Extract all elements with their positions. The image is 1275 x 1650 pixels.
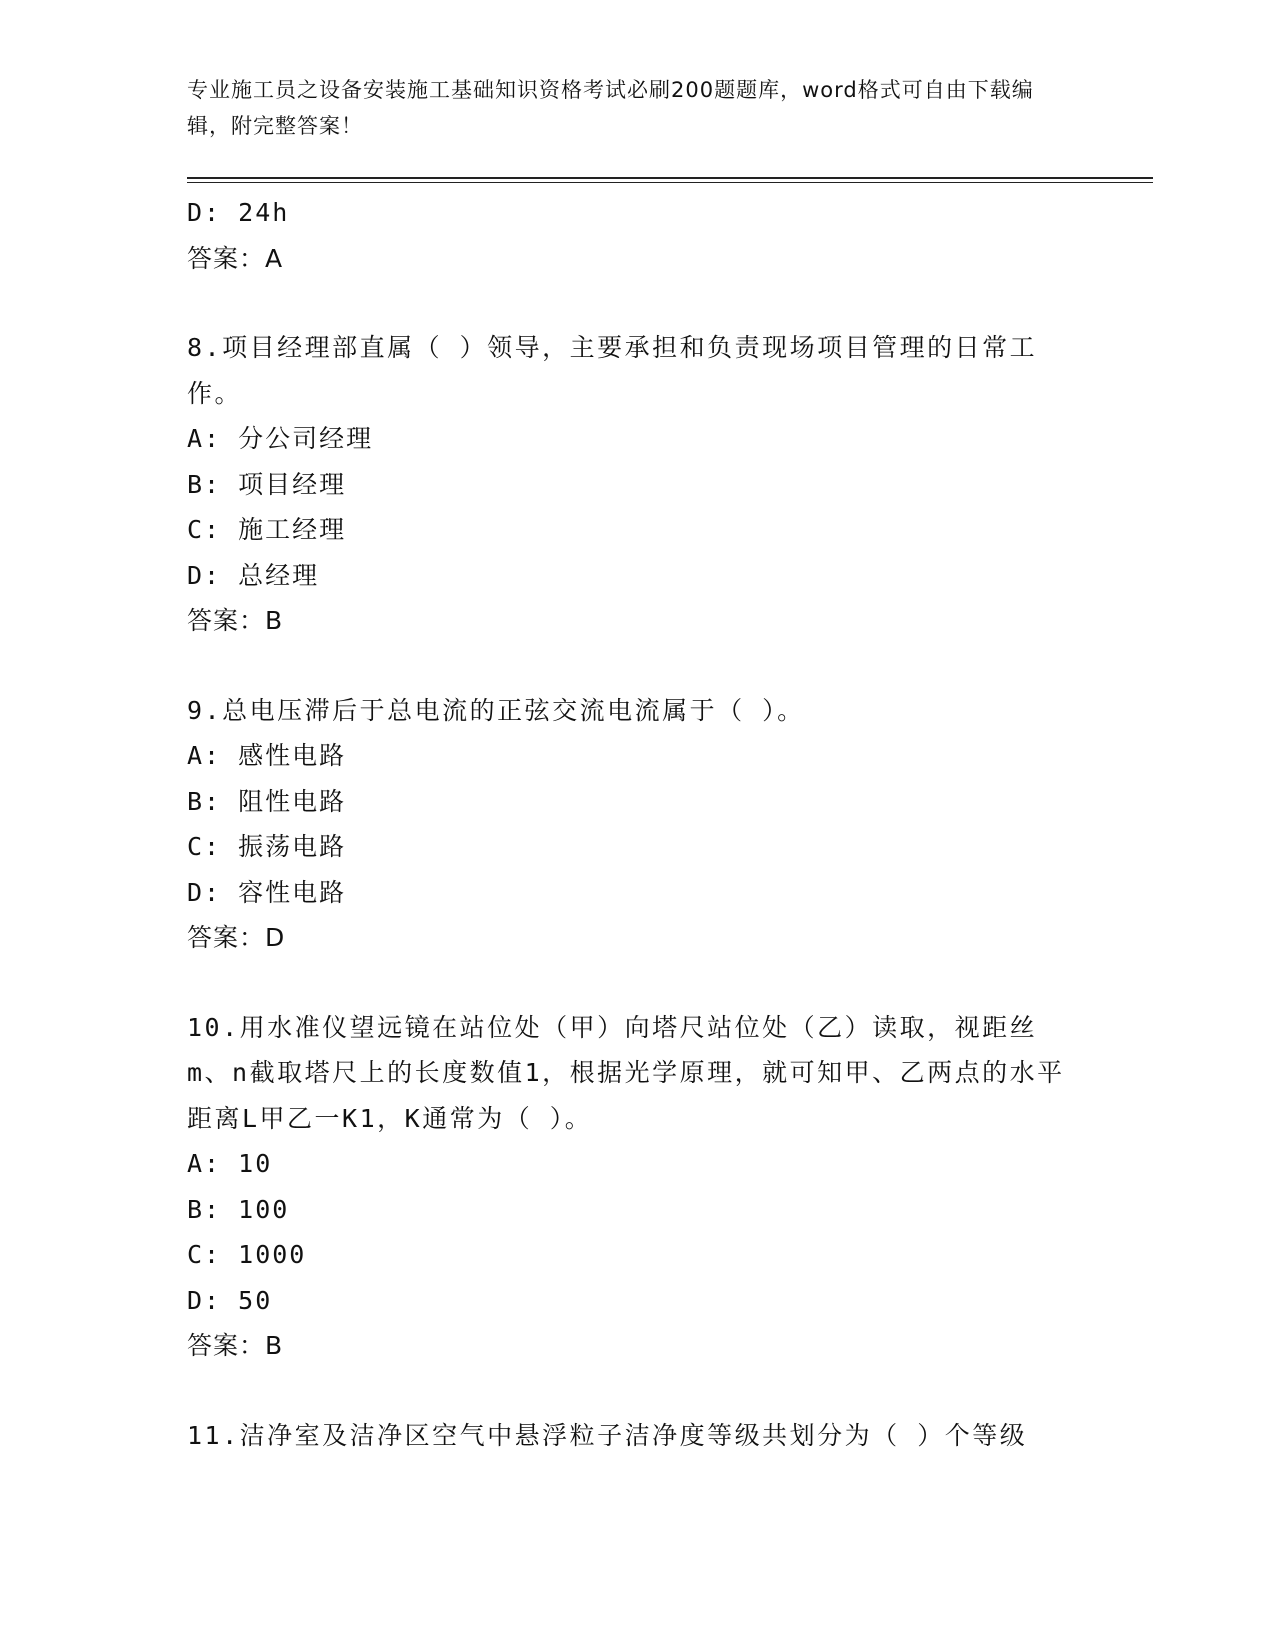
spacer — [187, 961, 1087, 1005]
answer-line: 答案：D — [187, 923, 286, 952]
answer-line: 答案：B — [187, 606, 284, 635]
question-stem: 8.项目经理部直属（ ）领导，主要承担和负责现场项目管理的日常工作。 — [187, 333, 1038, 408]
spacer — [187, 281, 1087, 325]
option-c: C: 施工经理 — [187, 515, 347, 544]
document-header: 专业施工员之设备安装施工基础知识资格考试必刷200题题库，word格式可自由下载编辑，附完整答案！ — [187, 78, 1034, 138]
question-stem: 9.总电压滞后于总电流的正弦交流电流属于（ ）。 — [187, 695, 805, 725]
option-a: A: 分公司经理 — [187, 424, 374, 453]
option-c: C: 1000 — [187, 1240, 307, 1269]
answer-line: 答案：B — [187, 1331, 284, 1360]
previous-question-tail — [187, 190, 1087, 281]
option-b: B: 阻性电路 — [187, 786, 347, 816]
spacer — [187, 644, 1087, 688]
option-c: C: 振荡电路 — [187, 832, 347, 861]
option-a: A: 10 — [187, 1149, 273, 1178]
question-stem: 11.洁净室及洁净区空气中悬浮粒子洁净度等级共划分为（ ）个等级 — [187, 1420, 1028, 1450]
question-11 — [187, 1413, 1087, 1459]
answer-line: 答案：A — [187, 243, 284, 273]
header-divider-thick — [187, 177, 1153, 179]
header-divider-thin — [187, 182, 1153, 183]
option-d: D: 总经理 — [187, 560, 320, 590]
option-a: A: 感性电路 — [187, 741, 347, 770]
option-b: B: 100 — [187, 1194, 290, 1224]
option-d: D: 50 — [187, 1285, 273, 1315]
question-stem: 10.用水准仪望远镜在站位处（甲）向塔尺站位处（乙）读取，视距丝m、n截取塔尺上的长度数值1，根据光学原理，就可知甲、乙两点的水平距离L甲乙一K1，K通常为（ ）。 — [187, 1012, 1065, 1133]
question-10 — [187, 1005, 1087, 1369]
document-body — [187, 190, 1087, 1458]
spacer — [187, 1369, 1087, 1413]
option-b: B: 项目经理 — [187, 469, 347, 499]
option-d: D: 24h — [187, 198, 290, 227]
question-8 — [187, 325, 1087, 644]
question-9 — [187, 688, 1087, 961]
option-d: D: 容性电路 — [187, 877, 347, 907]
